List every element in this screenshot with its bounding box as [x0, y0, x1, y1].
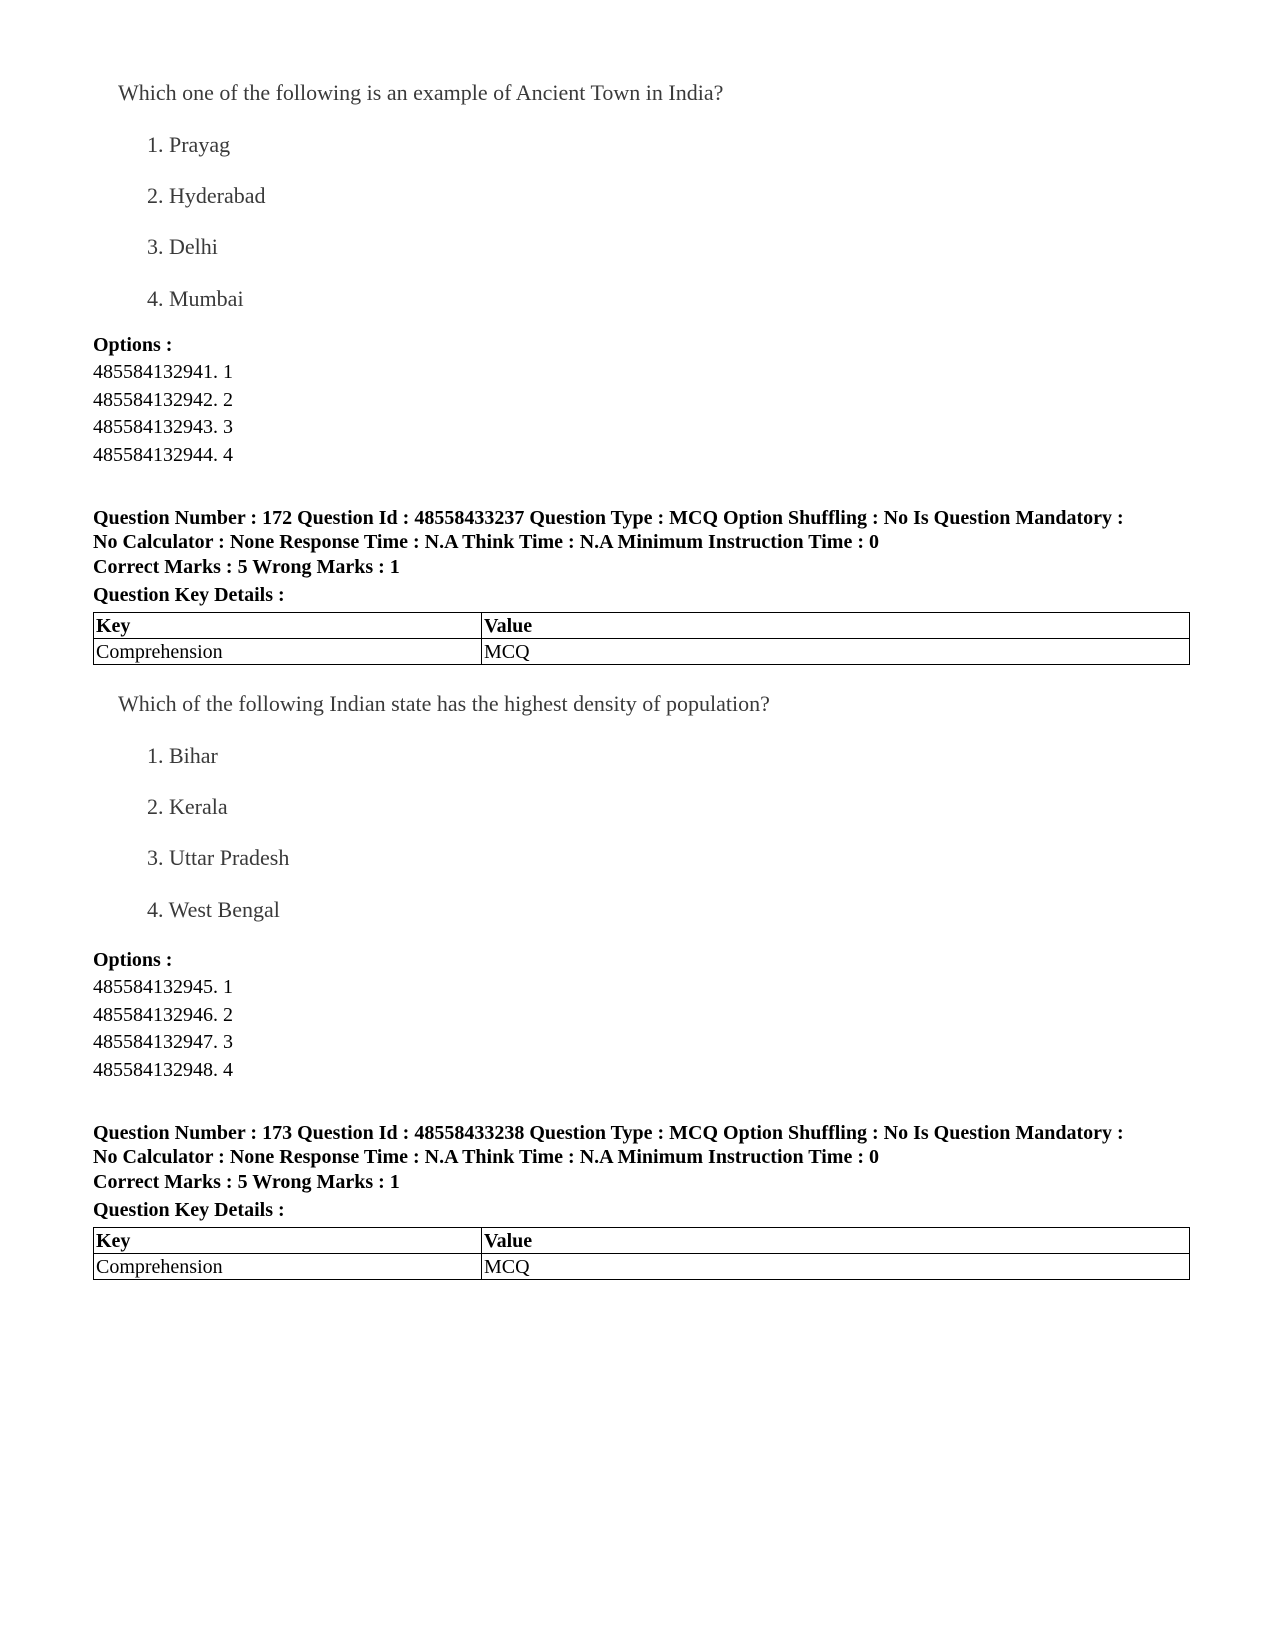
key-details-table: [93, 1227, 1190, 1280]
marks-line: Correct Marks : 5 Wrong Marks : 1: [93, 1171, 400, 1193]
table-row: [94, 1254, 1190, 1280]
question-choice: 1. Bihar: [147, 743, 218, 768]
option-line: 485584132944. 4: [93, 444, 233, 466]
table-row: [94, 639, 1190, 665]
option-line: 485584132941. 1: [93, 361, 233, 383]
marks-line: Correct Marks : 5 Wrong Marks : 1: [93, 556, 400, 578]
question-meta-line1: Question Number : 173 Question Id : 48558433238 Question Type : MCQ Option Shuffling : No Is Question Mandatory :: [93, 1122, 1124, 1144]
option-line: 485584132942. 2: [93, 389, 233, 411]
question-meta: [93, 506, 1203, 554]
table-cell-key: Comprehension: [94, 1254, 482, 1280]
question-choice: 3. Uttar Pradesh: [147, 845, 290, 870]
question-choice: 4. West Bengal: [147, 897, 280, 922]
question-meta-line1: Question Number : 172 Question Id : 48558433237 Question Type : MCQ Option Shuffling : No Is Question Mandatory :: [93, 507, 1124, 529]
table-header-value: Value: [482, 613, 1190, 639]
table-header-row: [94, 613, 1190, 639]
question-choice: 2. Kerala: [147, 794, 228, 819]
question-text: Which one of the following is an example of Ancient Town in India?: [118, 80, 724, 105]
question-meta: [93, 1121, 1203, 1169]
table-header-key: Key: [94, 1228, 482, 1254]
option-line: 485584132945. 1: [93, 976, 233, 998]
options-label: Options :: [93, 949, 173, 971]
table-header-row: [94, 1228, 1190, 1254]
key-details-label: Question Key Details :: [93, 1199, 285, 1221]
question-choice: 2. Hyderabad: [147, 183, 266, 208]
table-cell-value: MCQ: [482, 639, 1190, 665]
table-header-value: Value: [482, 1228, 1190, 1254]
option-line: 485584132947. 3: [93, 1031, 233, 1053]
question-meta-line2: No Calculator : None Response Time : N.A Think Time : N.A Minimum Instruction Time : 0: [93, 531, 879, 553]
key-details-table: [93, 612, 1190, 665]
option-line: 485584132946. 2: [93, 1004, 233, 1026]
key-details-label: Question Key Details :: [93, 584, 285, 606]
option-line: 485584132943. 3: [93, 416, 233, 438]
option-line: 485584132948. 4: [93, 1059, 233, 1081]
options-label: Options :: [93, 334, 173, 356]
question-choice: 3. Delhi: [147, 234, 218, 259]
question-text: Which of the following Indian state has the highest density of population?: [118, 691, 770, 716]
question-meta-line2: No Calculator : None Response Time : N.A Think Time : N.A Minimum Instruction Time : 0: [93, 1146, 879, 1168]
table-cell-key: Comprehension: [94, 639, 482, 665]
table-cell-value: MCQ: [482, 1254, 1190, 1280]
question-choice: 4. Mumbai: [147, 286, 244, 311]
table-header-key: Key: [94, 613, 482, 639]
question-choice: 1. Prayag: [147, 132, 231, 157]
